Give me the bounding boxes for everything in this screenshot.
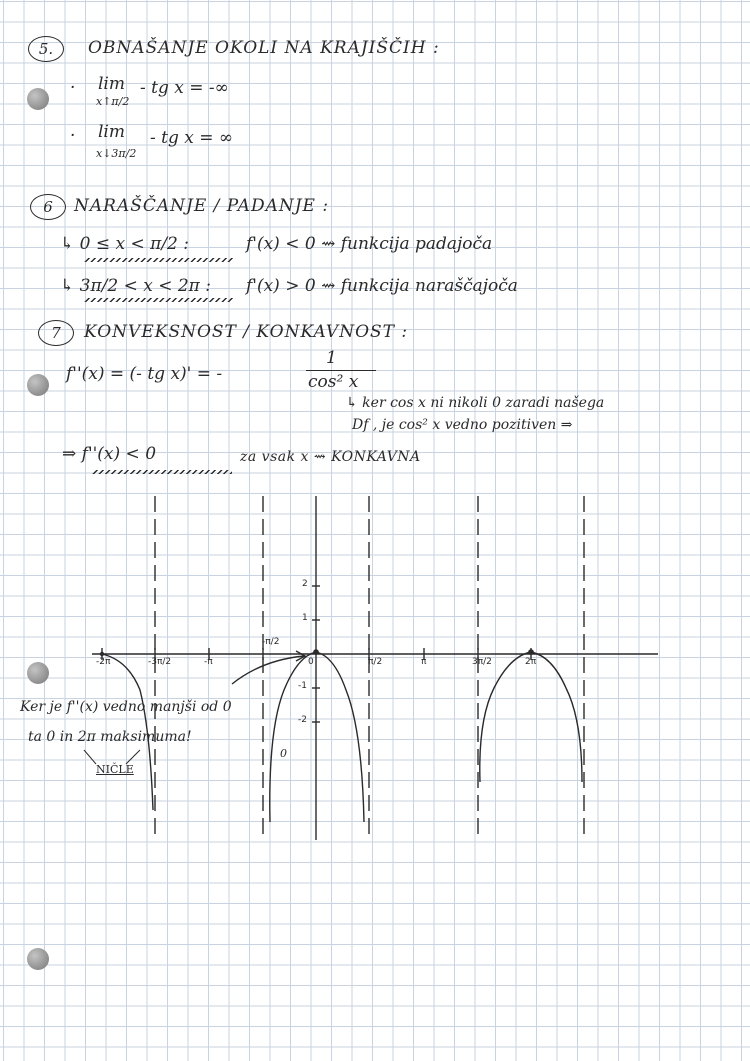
y-tick-label: -1	[298, 681, 307, 691]
monotonic-line-1-condition: ↳ 0 ≤ x < π/2 :	[60, 234, 190, 254]
section-5-title: OBNAŠANJE OKOLI NA KRAJIŠČIH :	[88, 38, 440, 58]
curve-center-arch	[270, 652, 364, 822]
section-6-title: NARAŠČANJE / PADANJE :	[74, 196, 330, 216]
fraction-numerator: 1	[326, 348, 337, 368]
limit-2-operator: lim	[98, 122, 125, 142]
x-tick-label: π/2	[368, 657, 383, 667]
x-tick-label: -π	[204, 657, 213, 667]
limit-1-operator: lim	[98, 74, 125, 94]
x-tick-label: 2π	[525, 657, 537, 667]
limit-2-expression: - tg x = ∞	[150, 128, 234, 148]
section-6-number: 6	[30, 194, 66, 220]
maximum-point	[313, 649, 319, 655]
curve-start-point	[100, 652, 104, 656]
concavity-conclusion: ⇒ f''(x) < 0	[62, 444, 157, 464]
maximum-note-tail: 0	[280, 747, 287, 760]
monotonic-line-2-condition: ↳ 3π/2 < x < 2π :	[60, 276, 211, 296]
monotonic-line-1-result: f'(x) < 0 ⇝ funkcija padajoča	[246, 234, 493, 254]
pointer-arrow	[232, 656, 304, 684]
section-5-number: 5.	[28, 36, 64, 62]
x-tick-label: -3π/2	[148, 657, 172, 667]
maximum-point	[528, 649, 534, 655]
x-tick-label: 0	[308, 657, 314, 667]
reason-note-line-1: ↳ ker cos x ni nikoli 0 zaradi našega	[346, 395, 605, 411]
x-tick-label: 3π/2	[472, 657, 492, 667]
reason-note-line-2: Df , je cos² x vedno pozitiven ⇒	[352, 417, 573, 433]
bullet-dot: ·	[70, 126, 76, 146]
bullet-dot: ·	[70, 78, 76, 98]
concavity-conclusion-rest: za vsak x ⇝ KONKAVNA	[240, 449, 421, 465]
y-tick-label: 1	[302, 613, 308, 623]
maximum-note-sublabel: NIČLE	[96, 763, 134, 776]
section-7-number: 7	[38, 320, 74, 346]
x-tick-label: -π/2	[262, 637, 280, 647]
maximum-note-line-1: Ker je f''(x) vedno manjši od 0	[20, 699, 232, 715]
limit-2-subscript: x↓3π/2	[96, 147, 137, 160]
maximum-note-line-2: ta 0 in 2π maksimuma!	[28, 729, 192, 745]
fraction-denominator: cos² x	[308, 372, 359, 392]
second-derivative-equation: f''(x) = (- tg x)' = -	[66, 364, 223, 384]
curve-right-arch	[480, 652, 582, 782]
x-tick-label: -2π	[96, 657, 111, 667]
x-tick-label: π	[421, 657, 427, 667]
y-tick-label: -2	[298, 715, 307, 725]
limit-1-subscript: x↑π/2	[96, 95, 130, 108]
section-7-title: KONVEKSNOST / KONKAVNOST :	[84, 322, 409, 342]
limit-1-expression: - tg x = -∞	[140, 78, 229, 98]
y-tick-label: 2	[302, 579, 308, 589]
monotonic-line-2-result: f'(x) > 0 ⇝ funkcija naraščajoča	[246, 276, 518, 296]
